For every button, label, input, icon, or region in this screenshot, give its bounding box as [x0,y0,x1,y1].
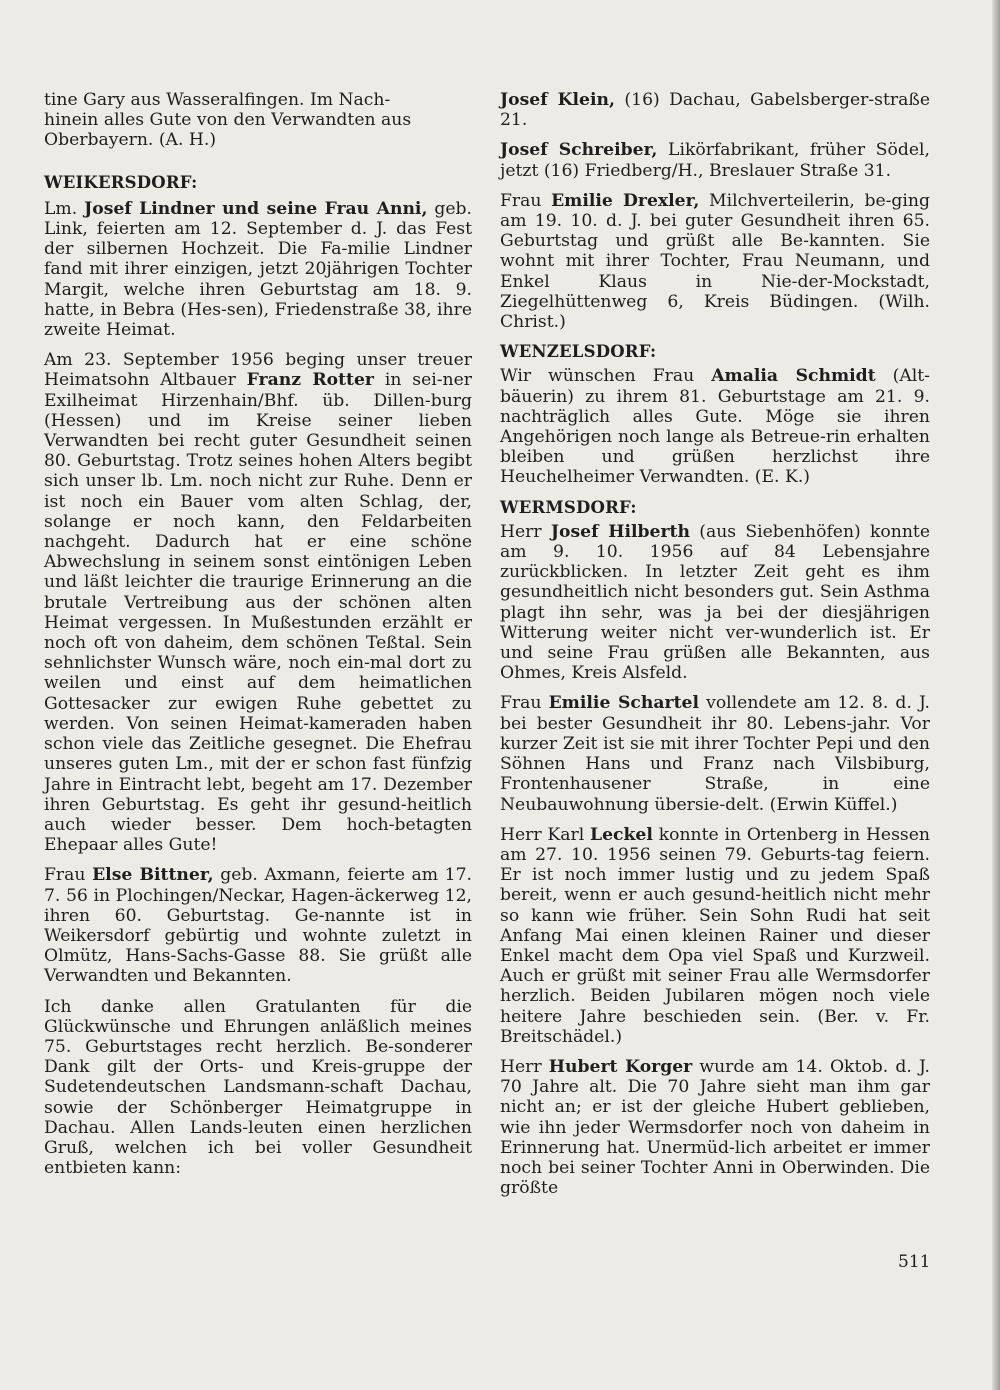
paragraph-lindner [44,199,472,340]
text-run: Herr [500,1056,549,1077]
paragraph-korger [500,1057,930,1198]
text-run: Frau [500,693,549,714]
section-heading-wermsdorf: WERMSDORF: [500,497,637,517]
text-line: Oberbayern. (A. H.) [44,130,217,151]
text-run: geb. Axmann, feierte am 17. 7. 56 in Plochingen/Neckar, Hagen-äckerweg 12, ihren 60. Geburtstag. Ge-nannte ist in Weikersdorf gebürtig und wohnte zuletzt in Olmütz, Hans-Sachs-Gasse 88. Sie grüßt alle Verwandten und Bekannten. [44,865,472,987]
left-column [44,90,472,1188]
text-run: vollendete am 12. 8. d. J. bei bester Gesundheit ihr 80. Lebens-jahr. Vor kurzer Zeit ist sie mit ihrer Tochter Pepi und den Söhnen Hans und Franz nach Vilsbiburg, Frontenhausener Straße, in eine Neubauwohnung übersie-delt. (Erwin Küffel.) [500,693,931,815]
text-run: Likörfabrikant, früher Södel, jetzt (16) Friedberg/H., Breslauer Straße 31. [500,140,930,181]
text-run: Herr Karl [500,824,591,845]
paragraph-rotter [44,350,472,855]
bold-name: Josef Lindner und seine Frau Anni, [84,198,428,219]
paragraph-klein [500,90,930,130]
paragraph-leckel [500,825,930,1047]
bold-name: Emilie Drexler, [551,190,700,211]
section-heading-wenzelsdorf: WENZELSDORF: [500,342,657,362]
paragraph-bittner [44,865,472,986]
paragraph-schreiber [500,140,930,180]
text-run: Am 23. September 1956 beging unser treuer Heimatsohn Altbauer [44,350,472,391]
paragraph-drexler [500,191,930,332]
text-run: Frau [500,190,552,211]
text-run: geb. Link, feierten am 12. September d. J. das Fest der silbernen Hochzeit. Die Fa-milie Lindner fand mit ihrer einzigen, jetzt 20jährigen Tochter Margit, welche ihren Geburtstag am 18. 9. hatte, in Bebra (Hes-sen), Friedenstraße 38, ihre zweite Heimat. [44,198,472,341]
page-number: 511 [898,1252,931,1272]
text-line: tine Gary aus Wasseralfingen. Im Nach- [44,90,391,110]
bold-name: Josef Hilberth [550,521,690,542]
bold-name: Hubert Korger [548,1056,693,1077]
paragraph-hilberth [500,522,930,684]
bold-name: Leckel [590,824,653,845]
text-run: (16) Dachau, Gabelsberger-straße 21. [500,90,930,131]
bold-name: Amalia Schmidt [711,366,876,387]
text-line: hinein alles Gute von den Verwandten aus [44,110,412,131]
bold-name: Emilie Schartel [548,693,699,714]
right-column [500,90,930,1208]
bold-name: Josef Schreiber, [500,140,658,161]
paragraph-schmidt [500,366,930,487]
text-run: Milchverteilerin, be-ging am 19. 10. d. J. bei guter Gesundheit ihren 65. Geburtstag und grüßt alle Be-kannten. Sie wohnt mit ihrer Tochter, Frau Neumann, und Enkel Klaus in Nie-der-Mockstadt, Ziegelhüttenweg 6, Kreis Büdingen. (Wilh. Christ.) [500,190,931,333]
text-run: Frau [44,865,93,886]
bold-name: Josef Klein, [500,90,615,110]
paragraph-thanks: Ich danke allen Gratulanten für die Glückwünsche und Ehrungen anläßlich meines 75. Geburtstages recht herzlich. Be-sonderer Dank gilt der Orts- und Kreis-gruppe der Sudetendeutschen Landsmann-schaft Dachau, sowie der Schönberger Heimatgruppe in Dachau. Allen Lands-leuten einen herzlichen Gruß, welchen ich bei voller Gesundheit entbieten kann: [44,996,472,1179]
text-run: Herr [500,521,551,542]
text-run: konnte in Ortenberg in Hessen am 27. 10. 1956 seinen 79. Geburts-tag feiern. Er ist noch immer lustig und zu jedem Spaß bereit, wenn er auch gesund-heitlich nicht mehr so kann wie früher. Sein Sohn Rudi hat seit Anfang Mai einen kleinen Rainer und dieser Enkel macht dem Opa viel Spaß und Kurzweil. Auch er grüßt mit seiner Frau alle Wermsdorfer herzlich. Beiden Jubilaren mögen noch viele heitere Jahre beschieden sein. (Ber. v. Fr. Breitschädel.) [500,824,930,1047]
page-binding-edge [992,0,1000,1390]
paragraph-schartel [500,693,930,814]
section-heading-weikersdorf: WEIKERSDORF: [44,172,198,192]
text-run: Lm. [44,198,85,219]
bold-name: Else Bittner, [92,865,214,886]
text-run: in sei-ner Exilheimat Hirzenhain/Bhf. üb. Dillen-burg (Hessen) und im Kreise seiner lieben Verwandten bei recht guter Gesundheit seinen 80. Geburtstag. Trotz seines hohen Alters begibt sich unser lb. Lm. noch nicht zur Ruhe. Denn er ist noch ein Bauer vom alten Schlag, der, solange er noch kann, den Feldarbeiten nachgeht. Dadurch hat er eine schöne Abwechslung in seinem sonst eintönigen Leben und läßt leichter die traurige Erinnerung an die brutale Vertreibung aus der schönen alten Heimat vergessen. In Mußestunden erzählt er noch oft von daheim, dem schönen Teßtal. Sein sehnlichster Wunsch wäre, noch ein-mal dort zu weilen und einst auf dem heimatlichen Gottesacker zur ewigen Ruhe gebettet zu werden. Von seinen Heimat-kameraden haben schon viele das Zeitliche gesegnet. Die Ehefrau unseres guten Lm., mit der er schon fast fünfzig Jahre in Eintracht lebt, begeht am 17. Dezember ihren Geburtstag. Es geht ihr gesund-heitlich auch wieder besser. Dem hoch-betagten Ehepaar alles Gute! [44,370,472,856]
text-run: (Alt-bäuerin) zu ihrem 81. Geburtstage am 21. 9. nachträglich alles Gute. Möge sie ihren Angehörigen noch lange als Betreue-rin erhalten bleiben und grüßen herzlichst ihre Heuchelheimer Verwandten. (E. K.) [500,366,930,488]
paragraph-continuation [44,90,472,151]
text-run: wurde am 14. Oktob. d. J. 70 Jahre alt. Die 70 Jahre sieht man ihm gar nicht an; er ist der gleiche Hubert geblieben, wie ihn jeder Wermsdorfer noch von daheim in Erinnerung hat. Unermüd-lich arbeitet er immer noch bei seiner Tochter Anni in Oberwinden. Die größte [500,1056,930,1199]
text-run: Wir wünschen Frau [500,366,712,387]
text-run: (aus Siebenhöfen) konnte am 9. 10. 1956 auf 84 Lebensjahre zurückblicken. In letzter Zeit geht es ihm gesundheitlich nicht besonders gut. Sein Asthma plagt ihn sehr, was ja bei der diesjährigen Witterung weiter nicht ver-wunderlich ist. Er und seine Frau grüßen alle Bekannten, aus Ohmes, Kreis Alsfeld. [500,521,930,684]
bold-name: Franz Rotter [246,370,374,391]
